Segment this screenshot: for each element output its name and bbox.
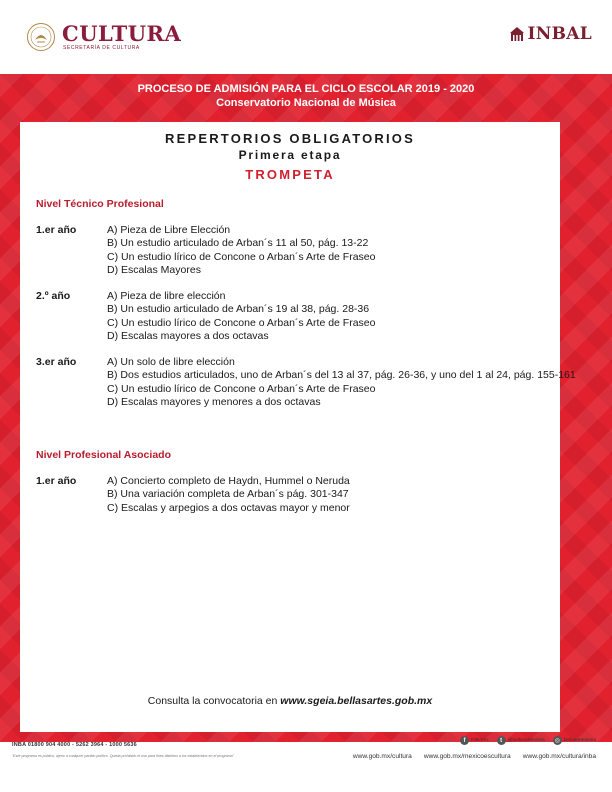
list-item: A) Concierto completo de Haydn, Hummel o Neruda bbox=[107, 475, 350, 487]
section-title-asociado: Nivel Profesional Asociado bbox=[36, 449, 171, 461]
link-inba[interactable]: www.gob.mx/cultura/inba bbox=[522, 753, 596, 760]
twitter-icon: t bbox=[497, 736, 506, 745]
admission-banner bbox=[0, 82, 612, 110]
list-item: C) Un estudio lírico de Concone o Arban´s Arte de Fraseo bbox=[107, 250, 376, 263]
cultura-subtitle: SECRETARÍA DE CULTURA bbox=[63, 45, 140, 51]
social-facebook[interactable] bbox=[460, 736, 489, 745]
social-instagram[interactable] bbox=[553, 736, 596, 745]
social-label: bellasartesmex bbox=[563, 738, 596, 743]
palacio-bellas-artes-icon bbox=[510, 26, 524, 42]
cultura-logo bbox=[26, 22, 181, 52]
list-item: C) Un estudio lírico de Concone o Arban´s Arte de Fraseo bbox=[107, 316, 376, 329]
repertoire-panel bbox=[20, 122, 576, 732]
list-item: D) Escalas mayores y menores a dos octavas bbox=[107, 395, 321, 408]
list-item: B) Dos estudios articulados, uno de Arban´s del 13 al 37, pág. 26-36, y uno del 1 al 24, pág. 155-161 bbox=[107, 369, 576, 382]
social-label: @bellasartesinba bbox=[507, 738, 545, 743]
list-item: B) Un estudio articulado de Arban´s 11 al 50, pág. 13-22 bbox=[107, 237, 369, 250]
list-item: C) Un estudio lírico de Concone o Arban´s Arte de Fraseo bbox=[107, 382, 376, 395]
page-footer bbox=[0, 737, 612, 792]
section-title-tecnico: Nivel Técnico Profesional bbox=[36, 198, 164, 210]
mexican-seal-icon bbox=[26, 22, 56, 52]
list-item: D) Escalas Mayores bbox=[107, 263, 201, 276]
list-item: A) Pieza de Libre Elección bbox=[107, 224, 231, 236]
list-item: D) Escalas mayores a dos octavas bbox=[107, 329, 269, 342]
footer-phone: INBA 01800 904 4000 - 5262 3964 - 1000 5636 bbox=[12, 742, 137, 748]
year-label: 2.º año bbox=[36, 290, 71, 302]
title-block bbox=[20, 130, 560, 185]
inbal-logo bbox=[510, 24, 592, 44]
page-header bbox=[0, 0, 612, 74]
list-item: C) Escalas y arpegios a dos octavas mayor y menor bbox=[107, 501, 350, 514]
page-title: REPERTORIOS OBLIGATORIOS bbox=[165, 131, 415, 146]
convocatoria-prefix: Consulta la convocatoria en bbox=[147, 695, 281, 707]
cultura-wordmark: CULTURA bbox=[62, 21, 182, 46]
list-item: B) Un estudio articulado de Arban´s 19 al 38, pág. 28-36 bbox=[107, 303, 370, 316]
stage-subtitle: Primera etapa bbox=[238, 148, 342, 162]
instagram-icon: ◎ bbox=[554, 738, 560, 744]
list-item: B) Una variación completa de Arban´s pág. 301-347 bbox=[107, 488, 349, 501]
social-twitter[interactable] bbox=[497, 736, 545, 745]
convocatoria-note bbox=[20, 695, 560, 707]
instrument-title: TROMPETA bbox=[245, 167, 335, 182]
social-links bbox=[460, 736, 596, 745]
social-label: INBAmx bbox=[471, 738, 489, 743]
list-item: A) Pieza de libre elección bbox=[107, 290, 226, 302]
link-cultura[interactable]: www.gob.mx/cultura bbox=[352, 753, 412, 760]
year-label: 3.er año bbox=[36, 356, 77, 368]
link-mexicoescultura[interactable]: www.gob.mx/mexicoescultura bbox=[423, 753, 511, 760]
list-item: A) Un solo de libre elección bbox=[107, 356, 235, 368]
year-label: 1.er año bbox=[36, 475, 77, 487]
footer-links bbox=[353, 753, 596, 760]
inbal-wordmark: INBAL bbox=[527, 24, 592, 44]
banner-line-2: Conservatorio Nacional de Música bbox=[216, 97, 396, 109]
banner-line-1: PROCESO DE ADMISIÓN PARA EL CICLO ESCOLAR 2019 - 2020 bbox=[137, 83, 475, 95]
year-label: 1.er año bbox=[36, 224, 77, 236]
footer-disclaimer: "Este programa es público, ajeno a cualquier partido político. Queda prohibido el uso para fines distintos a los establecidos en el programa" bbox=[12, 754, 234, 758]
convocatoria-link[interactable]: www.sgeia.bellasartes.gob.mx bbox=[280, 695, 433, 707]
facebook-icon: f bbox=[460, 736, 469, 745]
